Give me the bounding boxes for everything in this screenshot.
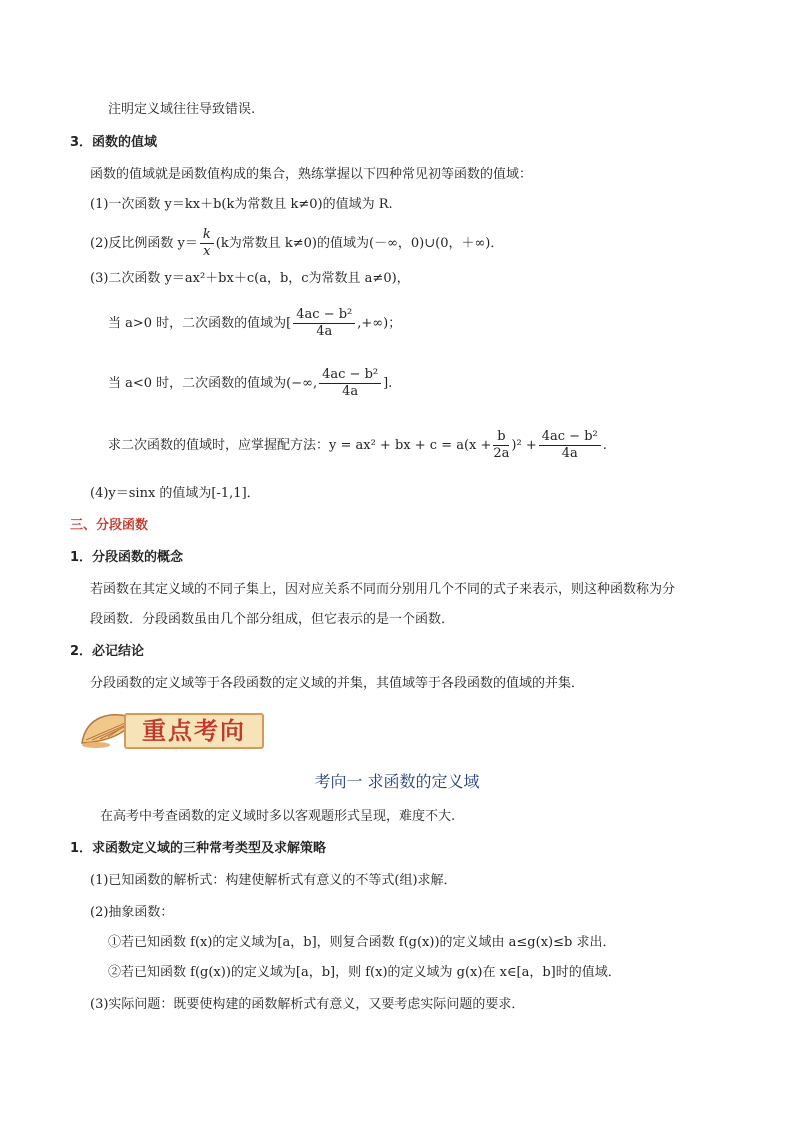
range-item-3a: 当 a>0 时，二次函数的值域为[ $\frac{\text{4ac − b²}}{4a}$ ,+∞)；: [108, 307, 402, 339]
paragraph: 分段函数的定义域等于各段函数的定义域的并集，其值域等于各段函数的值域的并集．: [90, 676, 585, 691]
list-item: ①若已知函数 f(x)的定义域为[a，b]，则复合函数 f(g(x))的定义域由 a≤g(x)≤b 求出．: [108, 935, 616, 950]
subheading-topic: 1．求函数定义域的三种常考类型及求解策略: [70, 841, 327, 856]
subheading-1: 1．分段函数的概念: [70, 550, 184, 565]
list-item: (1)已知函数的解析式：构建使解析式有意义的不等式(组)求解．: [90, 873, 457, 888]
banner-label: 重点考向: [142, 717, 246, 745]
heading-range: 3．函数的值域: [70, 135, 158, 150]
range-item-2: (2)反比例函数 y＝ $\frac{k}{x}$ (k为常数且 k≠0)的值域为(－∞，0)∪(0，＋∞)．: [90, 227, 504, 259]
range-item-3b: 当 a<0 时，二次函数的值域为(−∞, $\frac{\text{4ac − b²}}{4a}$ ].: [108, 367, 393, 399]
list-item: (2)抽象函数：: [90, 905, 174, 920]
paragraph: 若函数在其定义域的不同子集上，因对应关系不同而分别用几个不同的式子来表示，则这种函数称为分: [90, 582, 676, 597]
paragraph: 段函数．分段函数虽由几个部分组成，但它表示的是一个函数．: [90, 612, 455, 627]
range-item-3: (3)二次函数 y＝ax²＋bx＋c(a，b，c为常数且 a≠0)，: [90, 271, 410, 286]
key-topics-banner: [76, 707, 262, 751]
banner-label-box: [124, 713, 264, 749]
subheading-2: 2．必记结论: [70, 644, 145, 659]
completing-square: 求二次函数的值域时，应掌握配方法：y = ax² + bx + c = a(x + $\frac{b}{2a}$ )² + $\frac{\text{4ac − b²}}{4a}$ .: [108, 429, 607, 461]
list-item: ②若已知函数 f(g(x))的定义域为[a，b]，则 f(x)的定义域为 g(x)在 x∈[a，b]时的值域．: [108, 965, 621, 980]
range-item-4: (4)y＝sinx 的值域为[-1,1]．: [90, 486, 260, 501]
topic-title: 考向一 求函数的定义域: [314, 772, 480, 791]
paragraph: 在高考中考查函数的定义域时多以客观题形式呈现，难度不大.: [100, 809, 456, 824]
text-line: 注明定义域往往导致错误.: [108, 102, 256, 117]
list-item: (3)实际问题：既要使构建的函数解析式有意义，又要考虑实际问题的要求．: [90, 997, 525, 1012]
range-item-1: (1)一次函数 y＝kx＋b(k为常数且 k≠0)的值域为 R.: [90, 197, 393, 212]
section-heading: 三、分段函数: [70, 518, 149, 533]
paragraph: 函数的值域就是函数值构成的集合，熟练掌握以下四种常见初等函数的值域：: [90, 167, 533, 182]
